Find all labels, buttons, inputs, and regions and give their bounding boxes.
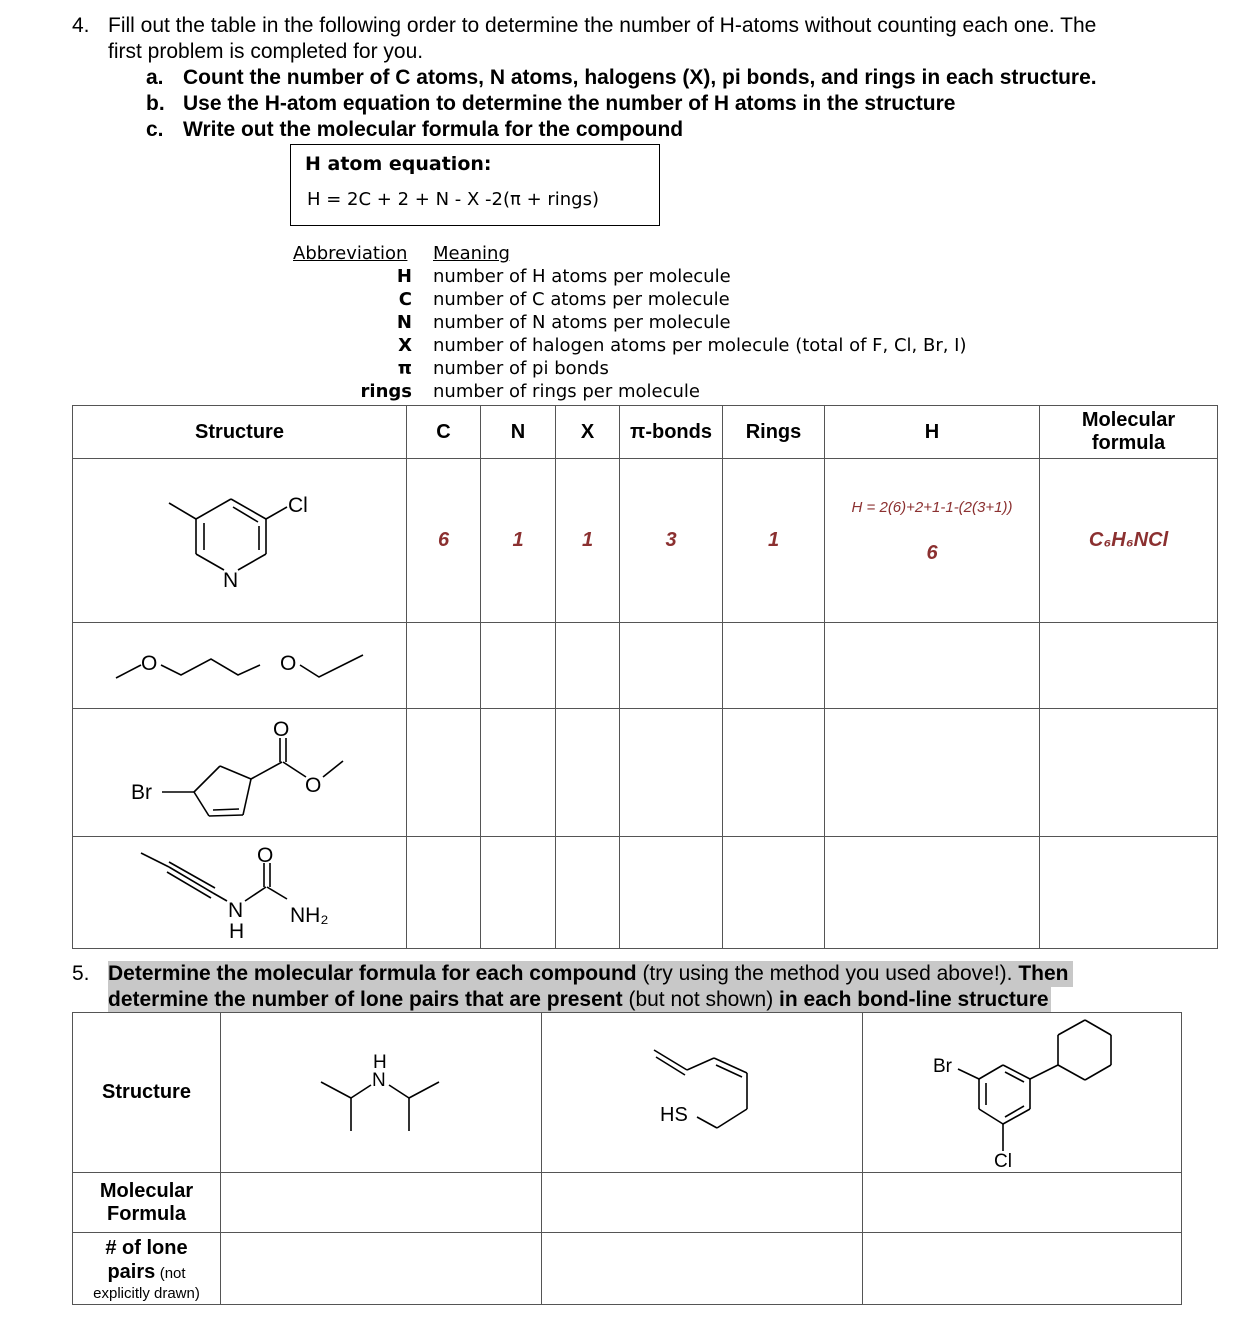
col-h: H xyxy=(825,406,1040,459)
col-structure: Structure xyxy=(73,406,407,459)
bromochloro-cyclohexylbenzene-structure xyxy=(863,1013,1181,1167)
answer-c-2[interactable] xyxy=(407,623,481,709)
q5-line1-bold1: Determine the molecular formula for each compound xyxy=(108,962,637,985)
n-label-1: N xyxy=(223,569,239,592)
q4-line2: first problem is completed for you. xyxy=(108,40,424,63)
step-a-letter: a. xyxy=(146,66,164,89)
q5-line2-normal: (but not shown) xyxy=(622,988,780,1011)
q5-lone-pair-row xyxy=(73,1233,1182,1305)
n-label-amine: N xyxy=(372,1070,386,1091)
thiol-diene-structure xyxy=(542,1013,862,1167)
step-b-text: Use the H-atom equation to determine the number of H atoms in the structure xyxy=(183,92,956,115)
abbr-x: X xyxy=(398,335,412,356)
bromo-cyclopentene-ester-structure xyxy=(73,709,406,831)
meaning-rings: number of rings per molecule xyxy=(433,381,701,402)
q5-line2-bold2: in each bond-line structure xyxy=(779,988,1049,1011)
equation-box xyxy=(290,144,660,226)
q5-formula-answer-2[interactable] xyxy=(542,1173,863,1233)
answer-pi-2[interactable] xyxy=(620,623,723,709)
q5-line1-bold2: Then xyxy=(1018,962,1069,985)
answer-formula-4[interactable] xyxy=(1040,837,1218,949)
q5-formula-row xyxy=(73,1173,1182,1233)
structure-cell-1 xyxy=(73,459,407,623)
answer-h-4[interactable] xyxy=(825,837,1040,949)
q5-row-lone-pairs xyxy=(73,1233,221,1305)
abbr-header: Abbreviation xyxy=(293,243,408,264)
answer-n-2[interactable] xyxy=(481,623,556,709)
answer-x-3[interactable] xyxy=(556,709,620,837)
step-a-text: Count the number of C atoms, N atoms, halogens (X), pi bonds, and rings in each structure. xyxy=(183,66,1097,89)
abbr-h: H xyxy=(396,266,412,287)
q5-line1 xyxy=(108,961,1073,987)
q5-structure-cell-2 xyxy=(542,1013,863,1173)
answer-c-4[interactable] xyxy=(407,837,481,949)
step-c-text: Write out the molecular formula for the compound xyxy=(183,118,684,141)
cl-label-1: Cl xyxy=(288,494,308,517)
q5-row-formula xyxy=(73,1173,221,1233)
col-x: X xyxy=(556,406,620,459)
chloromethylpyridine-structure xyxy=(73,459,406,617)
equation-title: H atom equation: xyxy=(305,153,492,175)
meaning-pi: number of pi bonds xyxy=(433,358,609,379)
q5-structure-cell-1 xyxy=(221,1013,542,1173)
col-formula-line1: Molecular xyxy=(1081,409,1176,431)
table-row-3 xyxy=(73,709,1218,837)
example-n: 1 xyxy=(481,459,556,623)
lone-pair-table xyxy=(72,1012,1182,1305)
br-label-2: Br xyxy=(933,1056,952,1077)
meaning-n: number of N atoms per molecule xyxy=(433,312,731,333)
q5-row-lone-line3: explicitly drawn) xyxy=(93,1284,200,1302)
q5-row-structure: Structure xyxy=(73,1013,221,1173)
alkyne-urea-structure xyxy=(73,837,406,943)
q5-structure-cell-3 xyxy=(863,1013,1182,1173)
o-label-ester: O xyxy=(305,774,322,797)
meaning-c: number of C atoms per molecule xyxy=(433,289,730,310)
q5-lone-answer-1[interactable] xyxy=(221,1233,542,1305)
answer-h-3[interactable] xyxy=(825,709,1040,837)
table-row-2 xyxy=(73,623,1218,709)
diether-structure xyxy=(73,623,406,703)
table-row-example xyxy=(73,459,1218,623)
example-formula: C₆H₆NCl xyxy=(1040,459,1218,623)
col-c: C xyxy=(407,406,481,459)
example-c: 6 xyxy=(407,459,481,623)
q4-line1: Fill out the table in the following order to determine the number of H-atoms without counting each one. The xyxy=(108,14,1097,37)
meaning-h: number of H atoms per molecule xyxy=(433,266,731,287)
col-rings: Rings xyxy=(723,406,825,459)
abbr-rings: rings xyxy=(360,381,412,402)
meaning-list xyxy=(433,265,967,403)
q5-row-formula-line1: Molecular xyxy=(99,1179,194,1202)
meaning-header: Meaning xyxy=(433,243,510,264)
q5-formula-answer-1[interactable] xyxy=(221,1173,542,1233)
answer-rings-2[interactable] xyxy=(723,623,825,709)
answer-x-2[interactable] xyxy=(556,623,620,709)
example-rings: 1 xyxy=(723,459,825,623)
answer-formula-2[interactable] xyxy=(1040,623,1218,709)
q5-row-lone-pairs-word: pairs xyxy=(107,1260,156,1283)
answer-rings-3[interactable] xyxy=(723,709,825,837)
answer-rings-4[interactable] xyxy=(723,837,825,949)
answer-n-3[interactable] xyxy=(481,709,556,837)
example-h-equation: H = 2(6)+2+1-1-(2(3+1)) xyxy=(851,498,1013,516)
q4-number: 4. xyxy=(72,14,90,37)
o-label-ether2: O xyxy=(280,652,297,675)
abbr-c: C xyxy=(398,289,412,310)
q5-row-lone-line2 xyxy=(73,1260,220,1286)
diisopropylamine-structure xyxy=(221,1013,541,1167)
structure-cell-3 xyxy=(73,709,407,837)
nh2-label: NH₂ xyxy=(290,904,329,927)
answer-pi-3[interactable] xyxy=(620,709,723,837)
q5-number: 5. xyxy=(72,962,90,985)
col-pi: π-bonds xyxy=(620,406,723,459)
example-h-cell xyxy=(825,459,1040,623)
q5-lone-answer-3[interactable] xyxy=(863,1233,1182,1305)
answer-n-4[interactable] xyxy=(481,837,556,949)
q5-lone-answer-2[interactable] xyxy=(542,1233,863,1305)
q5-line2 xyxy=(108,987,1051,1013)
abbr-list xyxy=(300,265,412,403)
example-x: 1 xyxy=(556,459,620,623)
answer-formula-3[interactable] xyxy=(1040,709,1218,837)
equation-text: H = 2C + 2 + N - X -2(π + rings) xyxy=(307,189,600,210)
col-n: N xyxy=(481,406,556,459)
answer-h-2[interactable] xyxy=(825,623,1040,709)
step-b-letter: b. xyxy=(146,92,165,115)
example-pi: 3 xyxy=(620,459,723,623)
q5-row-formula-line2: Formula xyxy=(107,1202,186,1225)
o-label-ether1: O xyxy=(141,652,158,675)
q5-formula-answer-3[interactable] xyxy=(863,1173,1182,1233)
meaning-x: number of halogen atoms per molecule (total of F, Cl, Br, I) xyxy=(433,335,967,356)
h-label-amine: H xyxy=(373,1052,387,1073)
cl-label-2: Cl xyxy=(994,1151,1012,1167)
answer-pi-4[interactable] xyxy=(620,837,723,949)
h-count-table xyxy=(72,405,1218,949)
n-label-urea: N xyxy=(228,899,244,922)
answer-c-3[interactable] xyxy=(407,709,481,837)
col-formula-line2: formula xyxy=(1091,432,1166,454)
q5-structure-row xyxy=(73,1013,1182,1173)
abbr-n: N xyxy=(396,312,412,333)
structure-cell-2 xyxy=(73,623,407,709)
example-h: 6 xyxy=(926,541,938,564)
q5-row-lone-not: (not xyxy=(159,1264,186,1282)
h-label-urea: H xyxy=(229,920,245,943)
answer-x-4[interactable] xyxy=(556,837,620,949)
col-formula xyxy=(1040,406,1218,459)
o-label-carbonyl: O xyxy=(273,718,290,741)
o-label-urea: O xyxy=(257,844,274,867)
table-row-4 xyxy=(73,837,1218,949)
abbr-pi: π xyxy=(397,358,412,379)
q5-line2-bold1: determine the number of lone pairs that are present xyxy=(108,988,623,1011)
structure-cell-4 xyxy=(73,837,407,949)
q5-line1-normal: (try using the method you used above!). xyxy=(636,962,1019,985)
br-label-1: Br xyxy=(131,781,152,804)
step-c-letter: c. xyxy=(146,118,164,141)
q5-row-lone-line1: # of lone xyxy=(105,1236,188,1259)
hs-label: HS xyxy=(660,1104,688,1126)
